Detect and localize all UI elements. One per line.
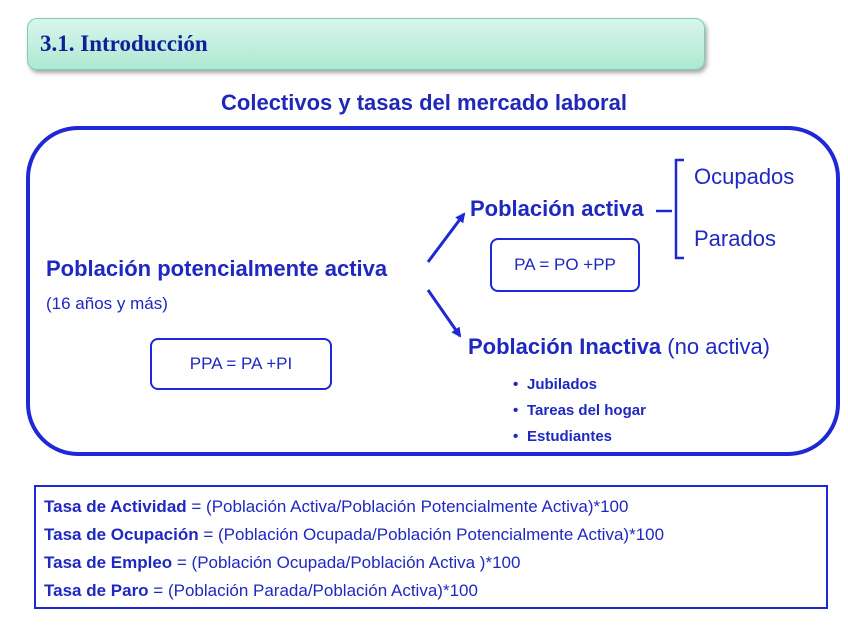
pi-label: Población Inactiva [468,334,662,359]
list-item: • Estudiantes [513,424,646,450]
pa-formula: PA = PO +PP [514,255,616,274]
bullet-icon: • [513,376,519,393]
pi-suffix: (no activa) [667,334,771,359]
arrow-to-inactive [428,290,460,336]
inactive-list [513,372,646,450]
rate-ocupacion: Tasa de Ocupación = (Población Ocupada/Población Potencialmente Activa)*100 [44,525,665,544]
pi-heading [468,334,770,360]
section-title: 3.1. Introducción [40,31,208,56]
pa-formula-box [490,238,640,292]
diagram-title: Colectivos y tasas del mercado laboral [221,90,627,115]
branch-ocupados: Ocupados [694,164,795,189]
ppa-formula-box [150,338,332,390]
arrow-to-active [428,214,464,262]
ppa-formula: PPA = PA +PI [189,354,293,373]
pa-label: Población activa [470,196,644,221]
bullet-icon: • [513,402,519,419]
branch-parados: Parados [694,226,776,251]
list-item: • Tareas del hogar [513,398,646,424]
list-item: • Jubilados [513,372,646,398]
rate-empleo: Tasa de Empleo = (Población Ocupada/Población Activa )*100 [44,553,521,572]
rates-box [34,485,828,609]
bracket [676,160,684,258]
rate-actividad: Tasa de Actividad = (Población Activa/Población Potencialmente Activa)*100 [44,497,629,516]
rate-paro: Tasa de Paro = (Población Parada/Población Activa)*100 [44,581,478,600]
ppa-label: Población potencialmente activa [46,256,388,281]
ppa-sublabel: (16 años y más) [46,294,168,313]
bullet-icon: • [513,428,519,445]
